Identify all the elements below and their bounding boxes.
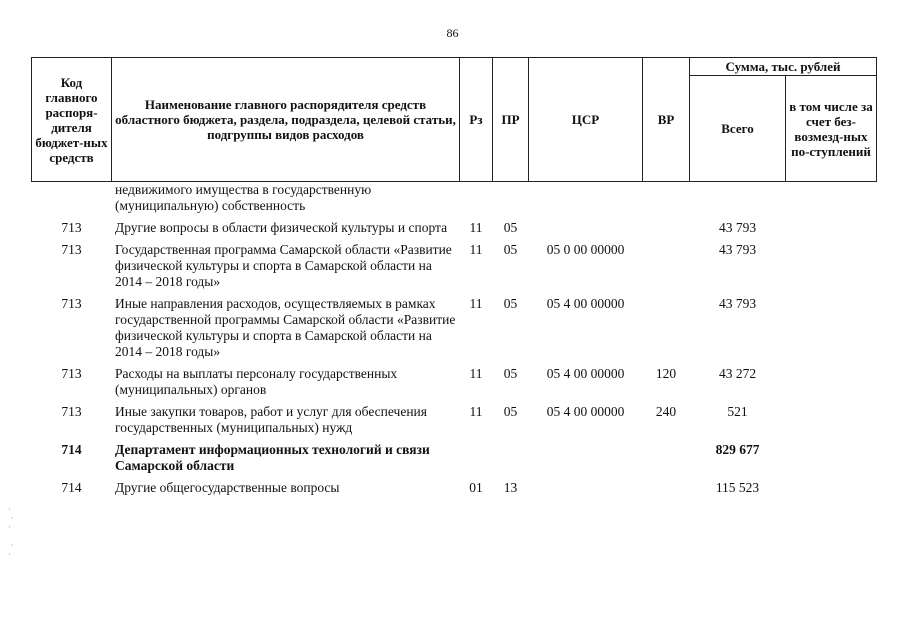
cell-gratuitous [786, 290, 877, 360]
cell-rz: 11 [469, 366, 483, 381]
cell-rz [460, 182, 493, 215]
table-row [32, 182, 877, 215]
cell-csr [529, 474, 643, 496]
cell-gratuitous [786, 236, 877, 290]
cell-name: Другие общегосударственные вопросы [115, 480, 340, 495]
cell-csr [529, 436, 643, 474]
cell-vr [643, 436, 690, 474]
cell-vr: 240 [655, 404, 677, 419]
cell-pr [493, 436, 529, 474]
header-rz: Рз [460, 58, 493, 182]
cell-rz [460, 436, 493, 474]
header-gratuitous: в том числе за счет без-возмезд-ных по-ступлений [786, 76, 877, 182]
cell-name: Иные закупки товаров, работ и услуг для обеспечения государственных (муниципальных) нужд [115, 404, 427, 435]
cell-rz: 11 [469, 242, 483, 257]
cell-vr [643, 290, 690, 360]
page-number: 86 [446, 26, 459, 40]
cell-code [32, 182, 112, 215]
cell-name: Иные направления расходов, осуществляемых в рамках государственной программы Самарской области «Развитие физической культуры и спорта в Самарской области на 2014 – 2018 годы» [115, 296, 456, 359]
cell-total: 43 793 [718, 220, 757, 235]
cell-total [690, 182, 786, 215]
cell-gratuitous [786, 182, 877, 215]
cell-pr: 05 [503, 404, 518, 419]
cell-gratuitous [786, 398, 877, 436]
cell-code: 713 [61, 404, 82, 419]
cell-total: 115 523 [715, 480, 760, 495]
cell-csr [529, 214, 643, 236]
cell-rz: 11 [469, 220, 483, 235]
cell-pr: 05 [503, 366, 518, 381]
cell-rz: 11 [469, 296, 483, 311]
table-row [32, 474, 877, 496]
cell-csr [529, 182, 643, 215]
table-row [32, 436, 877, 474]
cell-csr: 05 4 00 00000 [546, 296, 625, 311]
cell-name: Расходы на выплаты персоналу государственных (муниципальных) органов [115, 366, 398, 397]
cell-rz: 01 [469, 480, 483, 495]
cell-csr: 05 0 00 00000 [546, 242, 625, 257]
cell-vr [643, 214, 690, 236]
cell-gratuitous [786, 436, 877, 474]
cell-name: Департамент информационных технологий и связи Самарской области [115, 442, 430, 473]
header-csr: ЦСР [529, 58, 643, 182]
header-sum-group: Сумма, тыс. рублей [690, 58, 877, 76]
cell-code: 713 [61, 242, 82, 257]
header-name: Наименование главного распорядителя средств областного бюджета, раздела, подраздела, целевой статьи, подгруппы видов расходов [112, 58, 460, 182]
cell-total: 43 793 [718, 242, 757, 257]
cell-vr [643, 182, 690, 215]
header-code: Код главного распоря-дителя бюджет-ных средств [32, 58, 112, 182]
cell-gratuitous [786, 214, 877, 236]
cell-total: 829 677 [715, 442, 760, 457]
cell-total: 43 272 [718, 366, 757, 381]
cell-code: 713 [61, 296, 82, 311]
table-header [32, 58, 877, 182]
cell-code: 714 [61, 480, 82, 495]
cell-rz: 11 [469, 404, 483, 419]
table-row [32, 360, 877, 398]
cell-csr: 05 4 00 00000 [546, 366, 625, 381]
header-vr: ВР [643, 58, 690, 182]
cell-total: 521 [727, 404, 748, 419]
cell-pr: 05 [503, 220, 518, 235]
cell-code: 713 [61, 366, 82, 381]
cell-vr [643, 474, 690, 496]
cell-gratuitous [786, 474, 877, 496]
table-body [32, 182, 877, 497]
cell-vr [643, 236, 690, 290]
cell-name: Государственная программа Самарской области «Развитие физической культуры и спорта в Самарской области на 2014 – 2018 годы» [115, 242, 452, 289]
cell-pr: 05 [503, 296, 518, 311]
header-total: Всего [690, 76, 786, 182]
cell-pr: 05 [503, 242, 518, 257]
table-row [32, 236, 877, 290]
table-row [32, 290, 877, 360]
cell-code: 713 [61, 220, 82, 235]
budget-table [31, 57, 877, 496]
table-row [32, 398, 877, 436]
cell-code: 714 [61, 442, 82, 457]
table-row [32, 214, 877, 236]
scan-artifact: · · · · · [8, 504, 14, 559]
cell-name: недвижимого имущества в государственную (муниципальную) собственность [115, 182, 372, 213]
cell-gratuitous [786, 360, 877, 398]
cell-total: 43 793 [718, 296, 757, 311]
cell-csr: 05 4 00 00000 [546, 404, 625, 419]
cell-pr: 13 [503, 480, 518, 495]
cell-name: Другие вопросы в области физической культуры и спорта [115, 220, 448, 235]
cell-pr [493, 182, 529, 215]
header-pr: ПР [493, 58, 529, 182]
cell-vr: 120 [655, 366, 677, 381]
